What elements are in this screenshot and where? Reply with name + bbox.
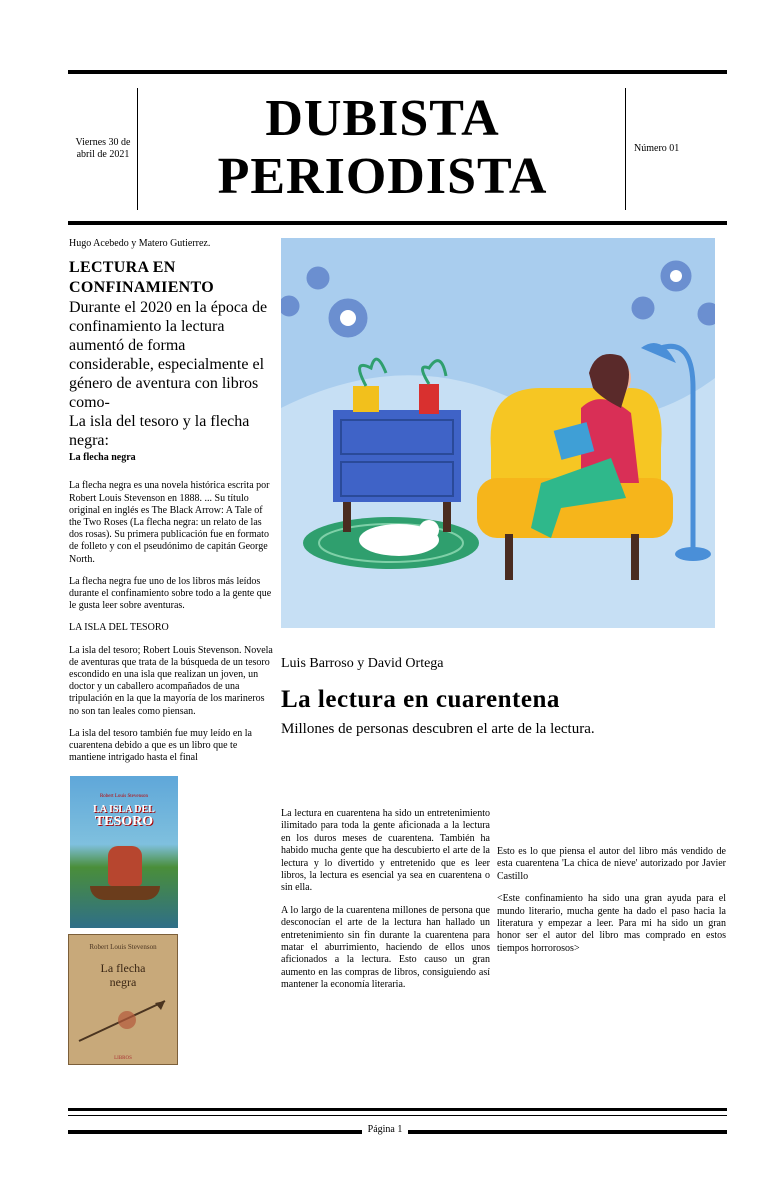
flecha-cover-publisher: LIBROS: [114, 1056, 132, 1061]
left-sub-isla: LA ISLA DEL TESORO: [69, 622, 169, 634]
main-col2-paragraph-2: <Este confinamiento ha sido una gran ayuda para el mundo literario, mucha gente ha dado el paso hacia la literatura y empezar a leer. Para mi ha sido un gran honor ser el autor del libro mas comprado en estos tiempos horrorosos>: [497, 893, 726, 954]
main-authors: Luis Barroso y David Ortega: [281, 656, 444, 671]
woman-reading-icon: [281, 238, 715, 628]
left-paragraph-3: La isla del tesoro; Robert Louis Stevenson. Novela de aventuras que trata de la búsqueda de un tesoro escondido en una isla que realizan un joven, un doctor y un caballero acompañados de una tripulación en la que la mayoría de los marineros no son tan leales como piensan.: [69, 644, 273, 717]
left-heading: LECTURA EN CONFINAMIENTO: [69, 259, 214, 297]
cover-la-flecha-negra: [68, 934, 178, 1065]
page-number-label: Página 1: [362, 1124, 409, 1135]
reading-illustration: [281, 238, 715, 628]
flecha-cover-author: Robert Louis Stevenson: [89, 943, 157, 951]
left-paragraph-4: La isla del tesoro también fue muy leído en la cuarentena debido a que es un libro que te mantiene intrigado hasta el final: [69, 727, 252, 764]
cover-isla-del-tesoro: [70, 776, 178, 928]
arrow-icon: [75, 995, 171, 1045]
issue-number: Número 01: [634, 143, 680, 154]
title-line-1: DUBISTA: [265, 90, 500, 147]
isla-cover-figures-icon: [108, 846, 142, 886]
main-col1-paragraph-1: La lectura en cuarentena ha sido un entretenimiento ilimitado para toda la gente aficionada a la lectura en los duros meses de cuarentena. También ha habido mucha gente que ha descubierto el arte de la lectura y lo divertido y entretenido que es leer libros, la lectura es esencial ya sea en cuarentena o sin ella.: [281, 808, 490, 894]
masthead-bottom-rule: [68, 221, 727, 225]
isla-cover-author: Robert Louis Stevenson: [99, 794, 149, 799]
footer-rule-top: [68, 1108, 727, 1111]
isla-cover-title-1: LA ISLA DEL: [93, 804, 155, 815]
main-col2-paragraph-1: Esto es lo que piensa el autor del libro más vendido de esta cuarentena 'La chica de nieve' autorizado por Javier Castillo: [497, 846, 726, 882]
page-number: [0, 1124, 770, 1135]
flecha-cover-title-2: negra: [109, 975, 137, 989]
divider-left: [137, 88, 138, 210]
top-rule: [68, 70, 727, 74]
isla-cover-title-2: TESORO: [94, 814, 154, 829]
left-paragraph-1: La flecha negra es una novela histórica escrita por Robert Louis Stevenson en 1888. ... Su título original en inglés es The Black Arrow: A Tale of the Two Roses (La flecha negra: un relato de las dos rosas). Su primera publicación fue en formato de folleto y con el pseudónimo de capitán George North.: [69, 480, 270, 565]
left-paragraph-2: La flecha negra fue uno de los libros más leídos durante el confinamiento sobre todo a la gente que le gusta leer sobre aventuras.: [69, 575, 272, 612]
newspaper-title: [140, 90, 625, 206]
left-article: [69, 238, 274, 774]
main-subhead: Millones de personas descubren el arte de la lectura.: [281, 721, 595, 737]
isla-cover-boat-icon: [90, 886, 160, 900]
footer-rule-thin: [68, 1115, 727, 1116]
main-column-1: [281, 808, 490, 1002]
left-intro-2: La isla del tesoro y la flecha negra:: [69, 413, 250, 450]
flecha-cover-title-1: La flecha: [100, 961, 146, 975]
left-intro: Durante el 2020 en la época de confinamiento la lectura aumentó de forma considerable, especialmente el género de aventura con libros como-: [69, 299, 268, 412]
issue-date: Viernes 30 de abril de 2021: [75, 137, 131, 160]
main-col1-paragraph-2: A lo largo de la cuarentena millones de persona que desconocían el arte de la lectura han hallado un entretenimiento sin fin durante la cuarentena para matar el aburrimiento, haciendo de ellos unos aficionados a la lectura. Esto causo un gran aumento en las compras de libros, consiguiendo así mantener la economía literaria.: [281, 904, 490, 991]
title-line-2: PERIODISTA: [217, 148, 548, 205]
divider-right: [625, 88, 626, 210]
main-headline: La lectura en cuarentena: [281, 686, 560, 713]
left-authors: Hugo Acebedo y Matero Gutierrez.: [69, 238, 211, 249]
left-sub-flecha: La flecha negra: [69, 452, 136, 464]
main-column-2: [497, 846, 726, 965]
